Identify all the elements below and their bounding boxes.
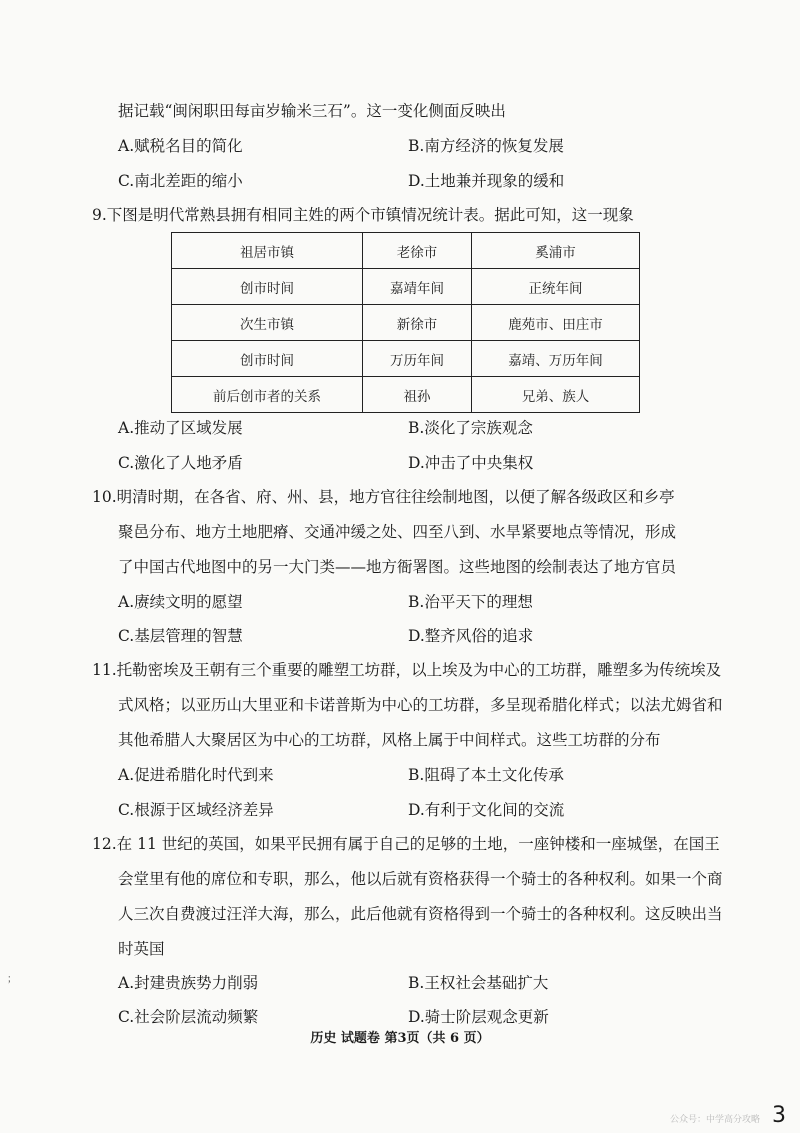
q12-option-b: B.王权社会基础扩大 [408, 974, 549, 992]
q9-option-c: C.激化了人地矛盾 [118, 454, 243, 472]
q10-option-b: B.治平天下的理想 [408, 593, 533, 611]
q8-option-b: B.南方经济的恢复发展 [408, 137, 564, 155]
q12-stem-line-4: 时英国 [118, 940, 165, 958]
q12-stem-line-1: 12.在 11 世纪的英国，如果平民拥有属于自己的足够的土地，一座钟楼和一座城堡，在国王 [92, 835, 720, 853]
q11-option-a: A.促进希腊化时代到来 [118, 766, 274, 784]
page-number: 3 [772, 1103, 786, 1128]
q9-option-d: D.冲击了中央集权 [408, 454, 534, 472]
q8-option-a: A.赋税名目的简化 [118, 137, 243, 155]
q12-option-d: D.骑士阶层观念更新 [408, 1008, 549, 1026]
q10-stem-line-2: 聚邑分布、地方土地肥瘠、交通冲缓之处、四至八到、水旱紧要地点等情况，形成 [118, 523, 677, 541]
q10-option-c: C.基层管理的智慧 [118, 627, 243, 645]
table-row [172, 233, 640, 269]
watermark: 公众号：中学高分攻略 [669, 1115, 760, 1125]
q9-option-b: B.淡化了宗族观念 [408, 419, 533, 437]
q10-stem-line-3: 了中国古代地图中的另一大门类——地方衙署图。这些地图的绘制表达了地方官员 [118, 558, 677, 576]
table-row [172, 305, 640, 341]
q10-option-d: D.整齐风俗的追求 [408, 627, 534, 645]
table-cell: 祖孙 [363, 377, 472, 413]
q9-statistics-table [171, 232, 640, 413]
q12-option-c: C.社会阶层流动频繁 [118, 1008, 259, 1026]
q10-stem-line-1: 10.明清时期，在各省、府、州、县，地方官往往绘制地图，以便了解各级政区和乡亭 [92, 488, 675, 506]
q9-option-a: A.推动了区域发展 [118, 419, 243, 437]
table-cell: 兄弟、族人 [472, 377, 640, 413]
table-row [172, 341, 640, 377]
q11-option-d: D.有利于文化间的交流 [408, 801, 565, 819]
q12-stem-line-3: 人三次自费渡过汪洋大海，那么，此后他就有资格得到一个骑士的各种权利。这反映出当 [118, 905, 723, 923]
table-cell: 老徐市 [363, 233, 472, 269]
table-cell: 万历年间 [363, 341, 472, 377]
q8-option-d: D.土地兼并现象的缓和 [408, 172, 565, 190]
table-cell: 正统年间 [472, 269, 640, 305]
table-row [172, 377, 640, 413]
table-cell: 嘉靖年间 [363, 269, 472, 305]
table-cell: 创市时间 [172, 269, 363, 305]
q9-stem: 9.下图是明代常熟县拥有相同主姓的两个市镇情况统计表。据此可知，这一现象 [92, 206, 634, 224]
q8-option-c: C.南北差距的缩小 [118, 172, 243, 190]
q12-option-a: A.封建贵族势力削弱 [118, 974, 259, 992]
q11-stem-line-2: 式风格；以亚历山大里亚和卡诺普斯为中心的工坊群，多呈现希腊化样式；以法尤姆省和 [118, 696, 723, 714]
page-footer: 历史 试题卷 第3页（共 6 页） [310, 1031, 490, 1046]
q11-option-c: C.根源于区域经济差异 [118, 801, 274, 819]
table-cell: 创市时间 [172, 341, 363, 377]
q11-stem-line-3: 其他希腊人大聚居区为中心的工坊群，风格上属于中间样式。这些工坊群的分布 [118, 731, 661, 749]
q10-option-a: A.赓续文明的愿望 [118, 593, 243, 611]
q8-stem-tail: 据记载“闽闲职田每亩岁输米三石”。这一变化侧面反映出 [118, 102, 506, 120]
table-cell: 前后创市者的关系 [172, 377, 363, 413]
table-row [172, 269, 640, 305]
table-cell: 次生市镇 [172, 305, 363, 341]
margin-mark: ； [7, 974, 17, 985]
table-cell: 祖居市镇 [172, 233, 363, 269]
table-cell: 鹿苑市、田庄市 [472, 305, 640, 341]
table-cell: 奚浦市 [472, 233, 640, 269]
table-cell: 嘉靖、万历年间 [472, 341, 640, 377]
table-cell: 新徐市 [363, 305, 472, 341]
q11-stem-line-1: 11.托勒密埃及王朝有三个重要的雕塑工坊群，以上埃及为中心的工坊群，雕塑多为传统埃及 [92, 661, 722, 679]
q12-stem-line-2: 会堂里有他的席位和专职，那么，他以后就有资格获得一个骑士的各种权利。如果一个商 [118, 870, 723, 888]
q11-option-b: B.阻碍了本土文化传承 [408, 766, 564, 784]
